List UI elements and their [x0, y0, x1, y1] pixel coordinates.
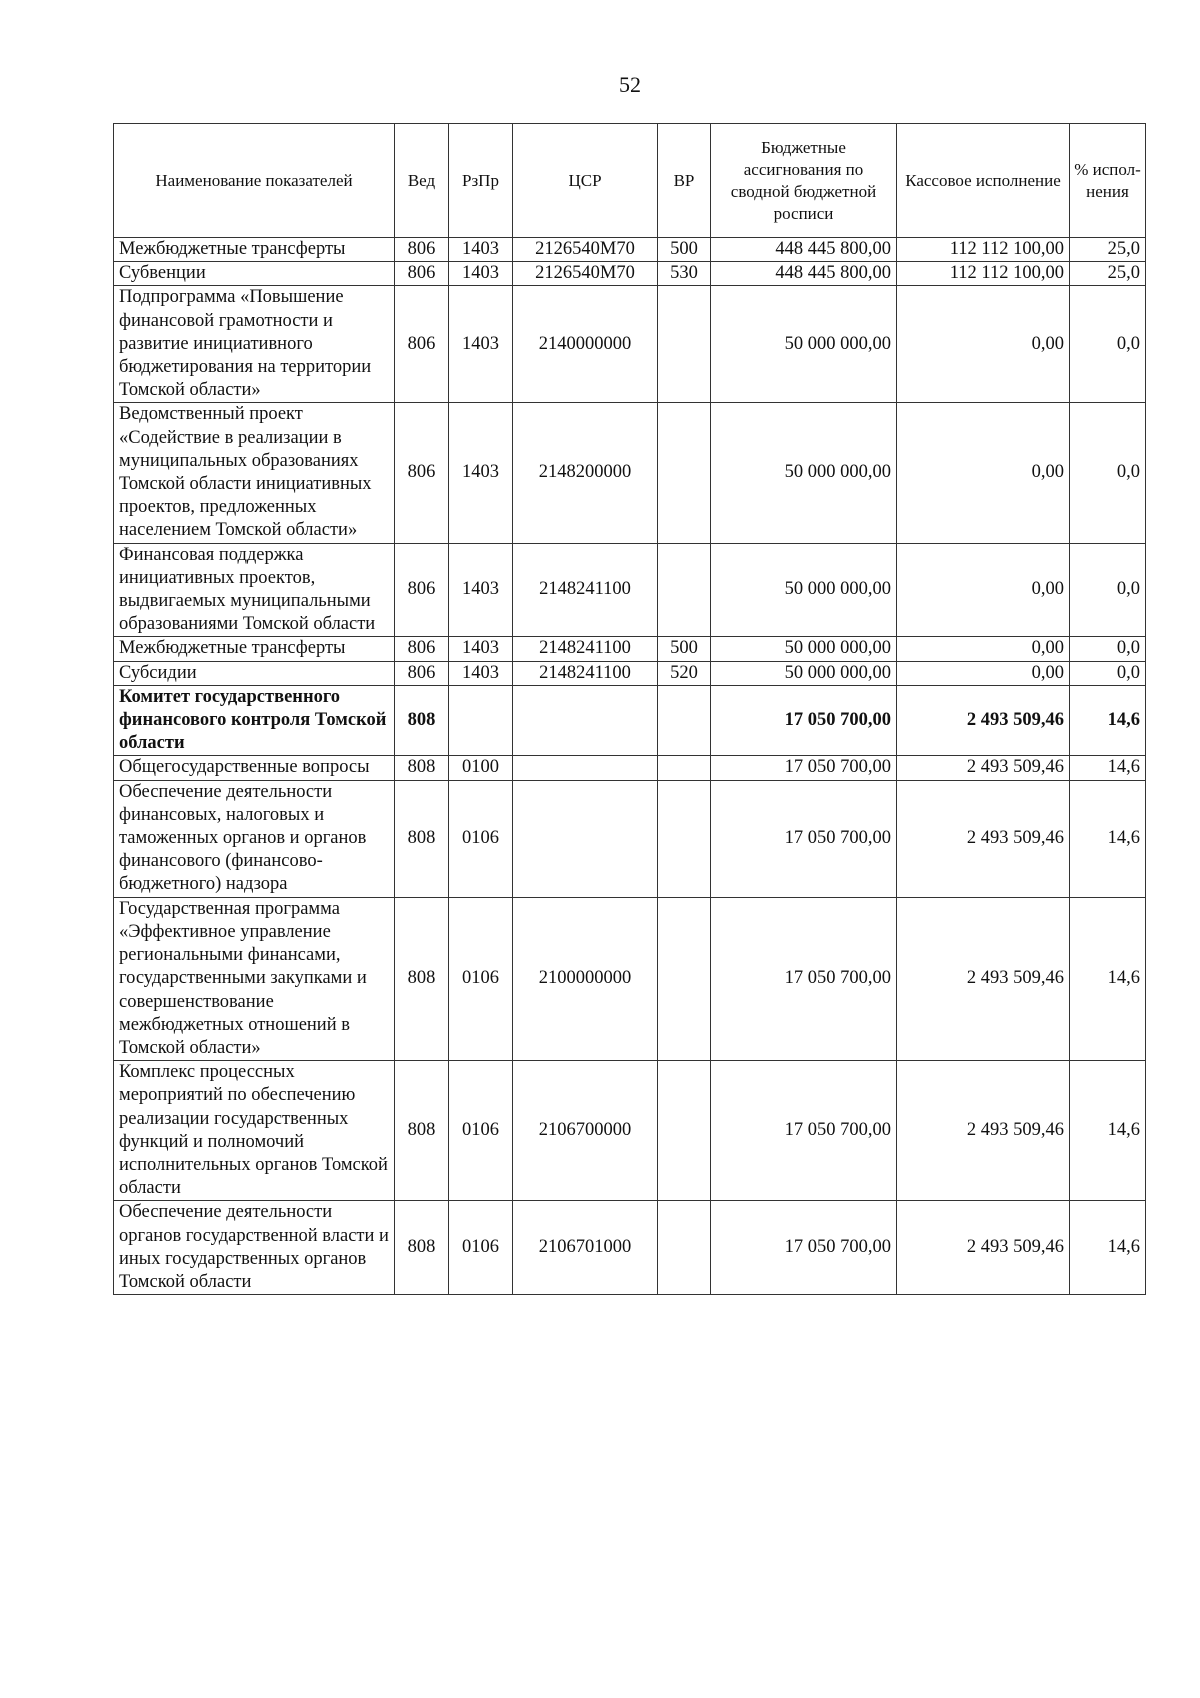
budget-execution-table [113, 123, 1146, 1295]
cell-csr: 2126540M70 [513, 262, 658, 286]
cell-csr: 2106701000 [513, 1201, 658, 1295]
cell-percent: 14,6 [1070, 1061, 1146, 1201]
cell-name: Субсидии [114, 661, 395, 685]
cell-ved: 808 [395, 780, 449, 897]
table-row [114, 262, 1146, 286]
header-ved: Вед [395, 124, 449, 238]
cell-cash: 2 493 509,46 [897, 1061, 1070, 1201]
page-number: 52 [619, 72, 641, 97]
cell-name: Общегосударственные вопросы [114, 756, 395, 780]
cell-ved: 806 [395, 262, 449, 286]
cell-vr [658, 780, 711, 897]
table-row [114, 661, 1146, 685]
cell-cash: 2 493 509,46 [897, 756, 1070, 780]
cell-ved: 806 [395, 661, 449, 685]
cell-ved: 808 [395, 756, 449, 780]
cell-budget: 448 445 800,00 [711, 262, 897, 286]
cell-csr: 2148200000 [513, 403, 658, 543]
cell-name: Субвенции [114, 262, 395, 286]
cell-name: Подпрограмма «Повышение финансовой грамотности и развитие инициативного бюджетирования на территории Томской области» [114, 286, 395, 403]
cell-vr [658, 897, 711, 1060]
cell-budget: 17 050 700,00 [711, 1061, 897, 1201]
cell-csr: 2100000000 [513, 897, 658, 1060]
cell-csr: 2126540M70 [513, 238, 658, 262]
cell-budget: 50 000 000,00 [711, 543, 897, 637]
cell-percent: 0,0 [1070, 403, 1146, 543]
header-csr: ЦСР [513, 124, 658, 238]
cell-rzpr: 1403 [449, 262, 513, 286]
cell-vr: 500 [658, 238, 711, 262]
header-rzpr: РзПр [449, 124, 513, 238]
cell-vr [658, 1061, 711, 1201]
cell-name: Комитет государственного финансового контроля Томской области [114, 685, 395, 756]
cell-ved: 806 [395, 543, 449, 637]
cell-cash: 0,00 [897, 403, 1070, 543]
cell-budget: 50 000 000,00 [711, 286, 897, 403]
cell-ved: 808 [395, 1201, 449, 1295]
cell-vr [658, 1201, 711, 1295]
cell-budget: 50 000 000,00 [711, 637, 897, 661]
cell-rzpr: 1403 [449, 637, 513, 661]
cell-ved: 808 [395, 897, 449, 1060]
cell-budget: 448 445 800,00 [711, 238, 897, 262]
cell-cash: 0,00 [897, 637, 1070, 661]
cell-budget: 17 050 700,00 [711, 756, 897, 780]
cell-vr [658, 286, 711, 403]
table-row [114, 897, 1146, 1060]
cell-percent: 14,6 [1070, 897, 1146, 1060]
cell-csr: 2148241100 [513, 661, 658, 685]
table-row [114, 1061, 1146, 1201]
cell-rzpr: 0106 [449, 780, 513, 897]
cell-vr: 500 [658, 637, 711, 661]
cell-cash: 0,00 [897, 286, 1070, 403]
header-vr: ВР [658, 124, 711, 238]
cell-csr [513, 685, 658, 756]
cell-vr: 530 [658, 262, 711, 286]
table-header-row [114, 124, 1146, 238]
table-row [114, 543, 1146, 637]
table-row [114, 238, 1146, 262]
cell-name: Обеспечение деятельности финансовых, налоговых и таможенных органов и органов финансового (финансово-бюджетного) надзора [114, 780, 395, 897]
cell-percent: 25,0 [1070, 262, 1146, 286]
cell-rzpr: 0106 [449, 1061, 513, 1201]
table-row [114, 780, 1146, 897]
cell-cash: 2 493 509,46 [897, 780, 1070, 897]
cell-cash: 2 493 509,46 [897, 685, 1070, 756]
cell-rzpr: 0106 [449, 1201, 513, 1295]
cell-percent: 25,0 [1070, 238, 1146, 262]
cell-budget: 17 050 700,00 [711, 780, 897, 897]
cell-budget: 50 000 000,00 [711, 403, 897, 543]
cell-name: Межбюджетные трансферты [114, 637, 395, 661]
cell-csr: 2148241100 [513, 543, 658, 637]
cell-percent: 14,6 [1070, 685, 1146, 756]
cell-percent: 14,6 [1070, 780, 1146, 897]
table-row [114, 1201, 1146, 1295]
cell-vr [658, 543, 711, 637]
cell-ved: 808 [395, 1061, 449, 1201]
cell-ved: 806 [395, 286, 449, 403]
cell-ved: 806 [395, 637, 449, 661]
header-name: Наименование показателей [114, 124, 395, 238]
cell-csr: 2148241100 [513, 637, 658, 661]
cell-name: Межбюджетные трансферты [114, 238, 395, 262]
table-row [114, 637, 1146, 661]
cell-percent: 14,6 [1070, 1201, 1146, 1295]
cell-percent: 0,0 [1070, 543, 1146, 637]
cell-budget: 50 000 000,00 [711, 661, 897, 685]
cell-percent: 14,6 [1070, 756, 1146, 780]
cell-vr: 520 [658, 661, 711, 685]
cell-rzpr: 1403 [449, 661, 513, 685]
cell-cash: 2 493 509,46 [897, 897, 1070, 1060]
cell-ved: 806 [395, 403, 449, 543]
cell-csr [513, 756, 658, 780]
cell-budget: 17 050 700,00 [711, 685, 897, 756]
cell-cash: 112 112 100,00 [897, 262, 1070, 286]
cell-name: Финансовая поддержка инициативных проектов, выдвигаемых муниципальными образованиями Томской области [114, 543, 395, 637]
cell-ved: 808 [395, 685, 449, 756]
cell-name: Государственная программа «Эффективное управление региональными финансами, государственными закупками и совершенствование межбюджетных отношений в Томской области» [114, 897, 395, 1060]
table-row [114, 685, 1146, 756]
cell-budget: 17 050 700,00 [711, 897, 897, 1060]
header-cash: Кассовое исполнение [897, 124, 1070, 238]
cell-rzpr: 1403 [449, 403, 513, 543]
cell-csr: 2140000000 [513, 286, 658, 403]
cell-rzpr: 0100 [449, 756, 513, 780]
cell-percent: 0,0 [1070, 637, 1146, 661]
cell-csr: 2106700000 [513, 1061, 658, 1201]
cell-csr [513, 780, 658, 897]
cell-name: Обеспечение деятельности органов государственной власти и иных государственных органов Томской области [114, 1201, 395, 1295]
cell-name: Комплекс процессных мероприятий по обеспечению реализации государственных функций и полномочий исполнительных органов Томской области [114, 1061, 395, 1201]
cell-percent: 0,0 [1070, 286, 1146, 403]
cell-cash: 112 112 100,00 [897, 238, 1070, 262]
cell-budget: 17 050 700,00 [711, 1201, 897, 1295]
cell-name: Ведомственный проект «Содействие в реализации в муниципальных образованиях Томской области инициативных проектов, предложенных населением Томской области» [114, 403, 395, 543]
cell-percent: 0,0 [1070, 661, 1146, 685]
cell-cash: 0,00 [897, 661, 1070, 685]
cell-rzpr [449, 685, 513, 756]
cell-ved: 806 [395, 238, 449, 262]
table-row [114, 286, 1146, 403]
table-row [114, 403, 1146, 543]
cell-vr [658, 403, 711, 543]
header-budget: Бюджетные ассигнования по сводной бюджетной росписи [711, 124, 897, 238]
table-row [114, 756, 1146, 780]
cell-cash: 2 493 509,46 [897, 1201, 1070, 1295]
cell-rzpr: 0106 [449, 897, 513, 1060]
cell-vr [658, 685, 711, 756]
cell-vr [658, 756, 711, 780]
header-percent: % испол-нения [1070, 124, 1146, 238]
cell-rzpr: 1403 [449, 286, 513, 403]
cell-rzpr: 1403 [449, 543, 513, 637]
cell-cash: 0,00 [897, 543, 1070, 637]
cell-rzpr: 1403 [449, 238, 513, 262]
